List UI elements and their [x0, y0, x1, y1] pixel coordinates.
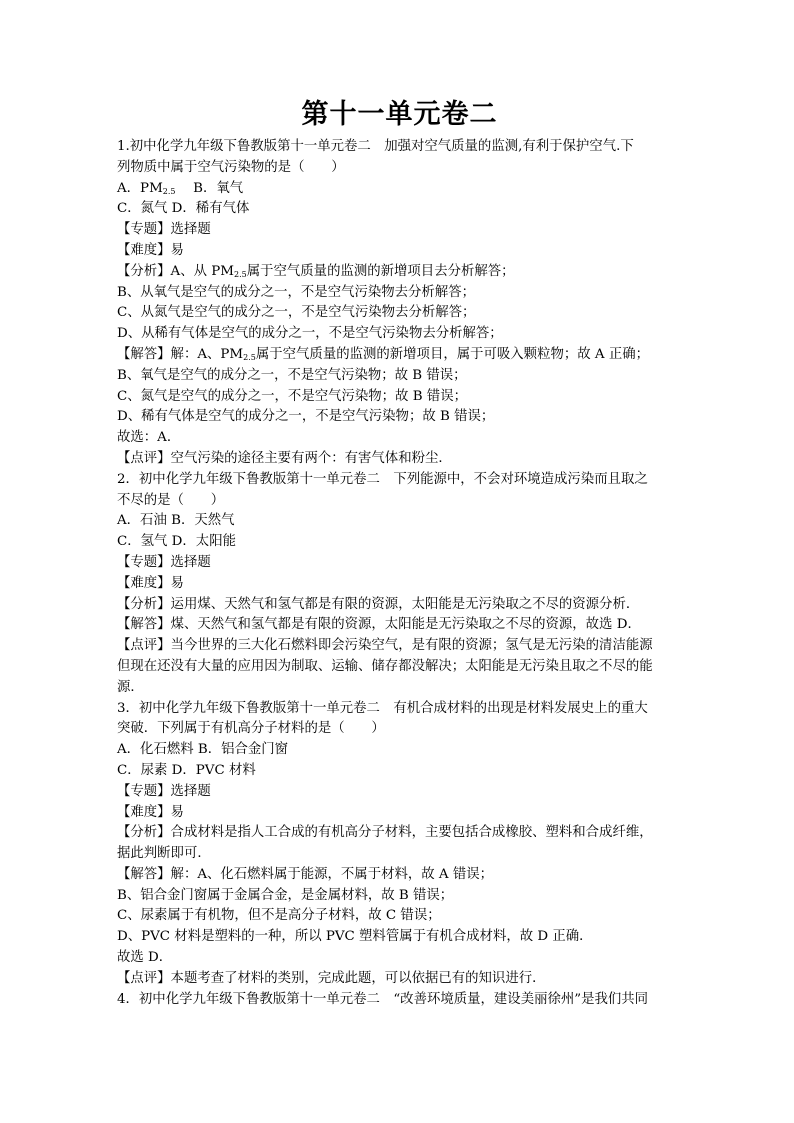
q3-answer-line-4: D、PVC 材料是塑料的一种，所以 PVC 塑料管属于有机合成材料，故 D 正确．	[117, 929, 593, 945]
pm-subscript: 2.5	[234, 269, 247, 279]
q1-answer-1-pre: 【解答】解：A、PM	[117, 346, 244, 362]
q1-answer-line-3: C、氮气是空气的成分之一，不是空气污染物；故 B 错误；	[117, 388, 467, 404]
q1-analysis-1-post: 属于空气质量的监测的新增项目去分析解答；	[246, 263, 515, 279]
q1-answer-1-post: 属于空气质量的监测的新增项目，属于可吸入颗粒物；故 A 正确；	[255, 346, 649, 362]
q1-choice: 故选：A．	[117, 430, 181, 446]
q2-difficulty: 【难度】易	[117, 575, 184, 591]
q1-difficulty: 【难度】易	[117, 242, 184, 258]
q1-comment: 【点评】空气污染的途径主要有两个：有害气体和粉尘．	[117, 450, 452, 466]
q1-stem-line-1: 1.初中化学九年级下鲁教版第十一单元卷二 加强对空气质量的监测,有利于保护空气.下	[117, 139, 634, 154]
q1-analysis-line-1	[117, 262, 682, 283]
q1-stem-line-2: 列物质中属于空气污染物的是（ ）	[117, 159, 345, 175]
q2-options-cd: C．氢气 D．太阳能	[117, 534, 236, 550]
document-title: 第十一单元卷二	[301, 99, 498, 130]
q2-comment-line-3: 源．	[117, 679, 144, 695]
q1-option-a: A．PM	[117, 180, 163, 196]
q3-difficulty: 【难度】易	[117, 804, 184, 820]
q2-stem-line-2: 不尽的是（ ）	[117, 492, 225, 508]
q3-options-ab: A．化石燃料 B．铝合金门窗	[117, 742, 289, 758]
q1-answer-line-4: D、稀有气体是空气的成分之一，不是空气污染物；故 B 错误；	[117, 409, 495, 425]
q4-stem-line-1: 4．初中化学九年级下鲁教版第十一单元卷二 “改善环境质量，建设美丽徐州”是我们共同	[117, 991, 649, 1007]
q1-answer-line-1	[117, 345, 682, 366]
q2-answer: 【解答】煤、天然气和氢气都是有限的资源，太阳能是无污染取之不尽的资源，故选 D．	[117, 617, 641, 633]
q3-analysis-line-1: 【分析】合成材料是指人工合成的有机高分子材料，主要包括合成橡胶、塑料和合成纤维，	[117, 825, 653, 841]
q1-options-cd: C．氮气 D．稀有气体	[117, 201, 250, 217]
q1-analysis-line-3: C、从氮气是空气的成分之一，不是空气污染物去分析解答；	[117, 305, 476, 321]
pm-subscript: 2.5	[243, 352, 256, 362]
q2-topic: 【专题】选择题	[117, 554, 211, 570]
q3-answer-line-3: C、尿素属于有机物，但不是高分子材料，故 C 错误；	[117, 908, 441, 924]
q2-comment-line-2: 但现在还没有大量的应用因为制取、运输、储存都没解决；太阳能是无污染且取之不尽的能	[117, 658, 653, 674]
q1-answer-line-2: B、氧气是空气的成分之一，不是空气污染物；故 B 错误；	[117, 367, 467, 383]
q3-analysis-line-2: 据此判断即可．	[117, 846, 211, 862]
q3-topic: 【专题】选择题	[117, 783, 211, 799]
q2-analysis: 【分析】运用煤、天然气和氢气都是有限的资源，太阳能是无污染取之不尽的资源分析．	[117, 596, 640, 612]
q3-options-cd: C．尿素 D．PVC 材料	[117, 762, 256, 778]
q3-comment: 【点评】本题考查了材料的类别，完成此题，可以依据已有的知识进行．	[117, 970, 546, 986]
q1-analysis-line-2: B、从氧气是空气的成分之一，不是空气污染物去分析解答；	[117, 284, 475, 300]
q1-topic: 【专题】选择题	[117, 222, 211, 238]
q2-stem-line-1: 2．初中化学九年级下鲁教版第十一单元卷二 下列能源中，不会对环境造成污染而且取之	[117, 471, 648, 487]
q1-option-b: B．氧气	[175, 180, 244, 196]
q2-comment-line-1: 【点评】当今世界的三大化石燃料即会污染空气，是有限的资源；氢气是无污染的清洁能源	[117, 638, 653, 654]
q1-options-ab	[117, 179, 682, 200]
document-page	[117, 95, 682, 1010]
q2-options-ab: A．石油 B．天然气	[117, 513, 235, 529]
q3-answer-line-2: B、铝合金门窗属于金属合金，是金属材料，故 B 错误；	[117, 887, 454, 903]
q1-analysis-line-4: D、从稀有气体是空气的成分之一，不是空气污染物去分析解答；	[117, 326, 503, 342]
q3-stem-line-1: 3．初中化学九年级下鲁教版第十一单元卷二 有机合成材料的出现是材料发展史上的重大	[117, 700, 648, 716]
q3-choice: 故选 D．	[117, 950, 173, 966]
pm-subscript: 2.5	[162, 186, 176, 196]
q3-answer-line-1: 【解答】解：A、化石燃料属于能源，不属于材料，故 A 错误；	[117, 866, 494, 882]
q3-stem-line-2: 突破．下列属于有机高分子材料的是（ ）	[117, 721, 385, 737]
q1-analysis-1-pre: 【分析】A、从 PM	[117, 263, 234, 279]
